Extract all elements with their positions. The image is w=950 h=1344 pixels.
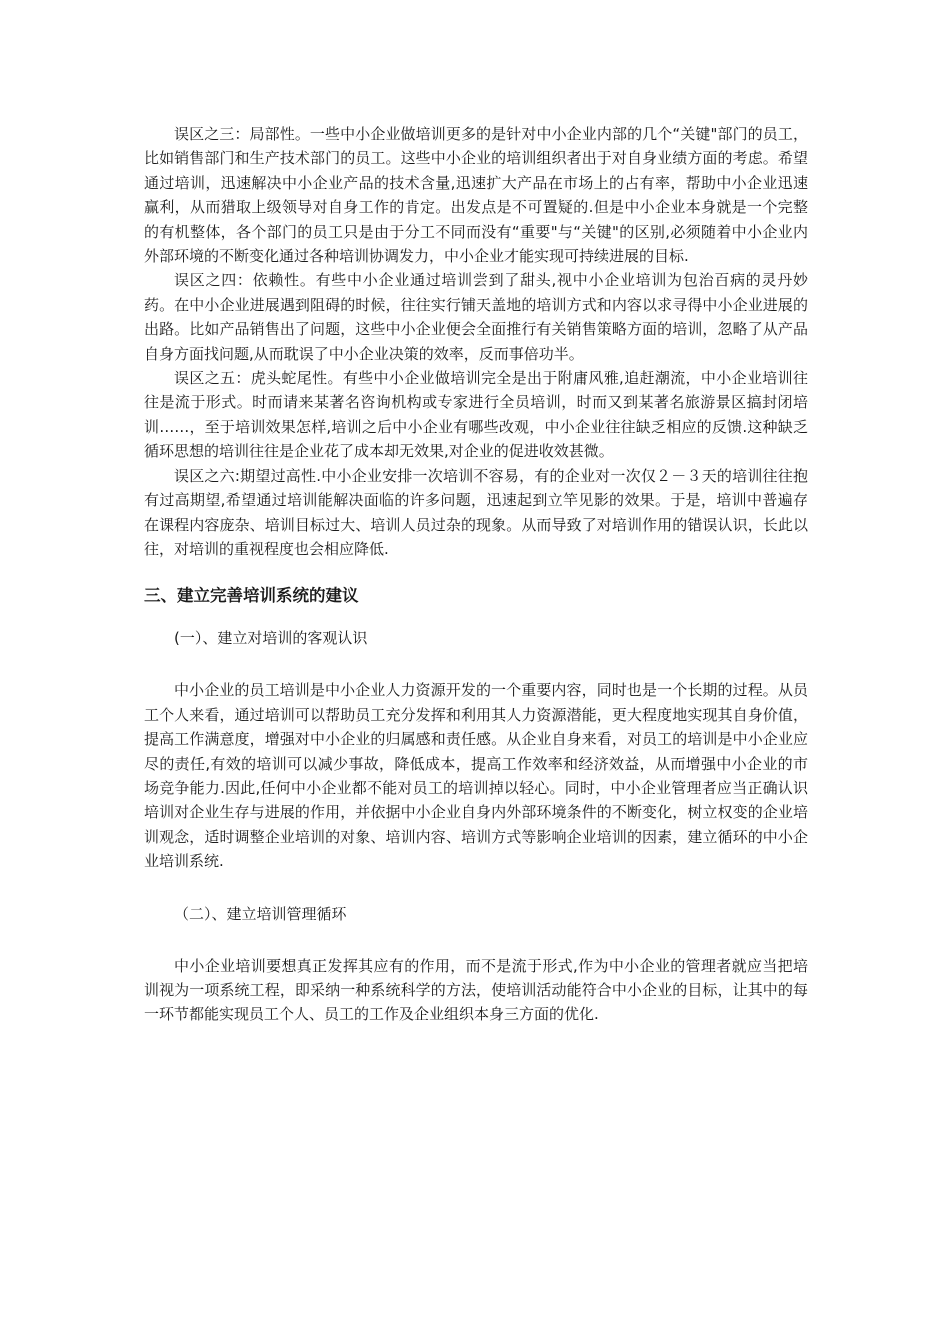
paragraph-misconception-6: 误区之六:期望过高性.中小企业安排一次培训不容易，有的企业对一次仅２－３天的培训往往抱有过高期望,希望通过培训能解决面临的许多问题，迅速起到立竿见影的效果。于是，培训中普遍存在课程内容庞杂、培训目标过大、培训人员过杂的现象。从而导致了对培训作用的错误认识，长此以往，对培训的重视程度也会相应降低.: [144, 466, 808, 558]
paragraph-misconception-4: 误区之四：依赖性。有些中小企业通过培训尝到了甜头,视中小企业培训为包治百病的灵丹妙药。在中小企业进展遇到阻碍的时候，往往实行铺天盖地的培训方式和内容以求寻得中小企业进展的出路。比如产品销售出了问题，这些中小企业便会全面推行有关销售策略方面的培训，忽略了从产品自身方面找问题,从而耽误了中小企业决策的效率，反而事倍功半。: [144, 271, 808, 363]
document-page: [144, 122, 808, 1027]
subsection-paragraph-2: 中小企业培训要想真正发挥其应有的作用，而不是流于形式,作为中小企业的管理者就应当把培训视为一项系统工程，即采纳一种系统科学的方法，使培训活动能符合中小企业的目标，让其中的每一环节都能实现员工个人、员工的工作及企业组织本身三方面的优化.: [144, 956, 808, 1024]
subsection-heading-1: (一）、建立对培训的客观认识: [174, 629, 368, 648]
subsection-paragraph-1: 中小企业的员工培训是中小企业人力资源开发的一个重要内容，同时也是一个长期的过程。从员工个人来看，通过培训可以帮助员工充分发挥和利用其人力资源潜能，更大程度地实现其自身价值，提高工作满意度，增强对中小企业的归属感和责任感。从企业自身来看，对员工的培训是中小企业应尽的责任,有效的培训可以减少事故，降低成本，提高工作效率和经济效益，从而增强中小企业的市场竞争能力.因此,任何中小企业都不能对员工的培训掉以轻心。同时，中小企业管理者应当正确认识培训对企业生存与进展的作用，并依据中小企业自身内外部环境条件的不断变化，树立权变的企业培训观念，适时调整企业培训的对象、培训内容、培训方式等影响企业培训的因素，建立循环的中小企业培训系统.: [144, 681, 808, 871]
subsection-heading-2: （二）、建立培训管理循环: [174, 904, 347, 923]
paragraph-misconception-5: 误区之五：虎头蛇尾性。有些中小企业做培训完全是出于附庸风雅,追赶潮流，中小企业培训往往是流于形式。时而请来某著名咨询机构或专家进行全员培训，时而又到某著名旅游景区搞封闭培训……，至于培训效果怎样,培训之后中小企业有哪些改观，中小企业往往缺乏相应的反馈.这种缺乏循环思想的培训往往是企业花了成本却无效果,对企业的促进收效甚微。: [144, 369, 808, 461]
section-heading: 三、建立完善培训系统的建议: [144, 586, 359, 606]
paragraph-misconception-3: 误区之三：局部性。一些中小企业做培训更多的是针对中小企业内部的几个“关键"部门的员工，比如销售部门和生产技术部门的员工。这些中小企业的培训组织者出于对自身业绩方面的考虑。希望通过培训，迅速解决中小企业产品的技术含量,迅速扩大产品在市场上的占有率，帮助中小企业迅速赢利，从而猎取上级领导对自身工作的肯定。出发点是不可置疑的.但是中小企业本身就是一个完整的有机整体，各个部门的员工只是由于分工不同而没有“重要"与“关键"的区别,必须随着中小企业内外部环境的不断变化通过各种培训协调发力，中小企业才能实现可持续进展的目标.: [144, 125, 808, 266]
